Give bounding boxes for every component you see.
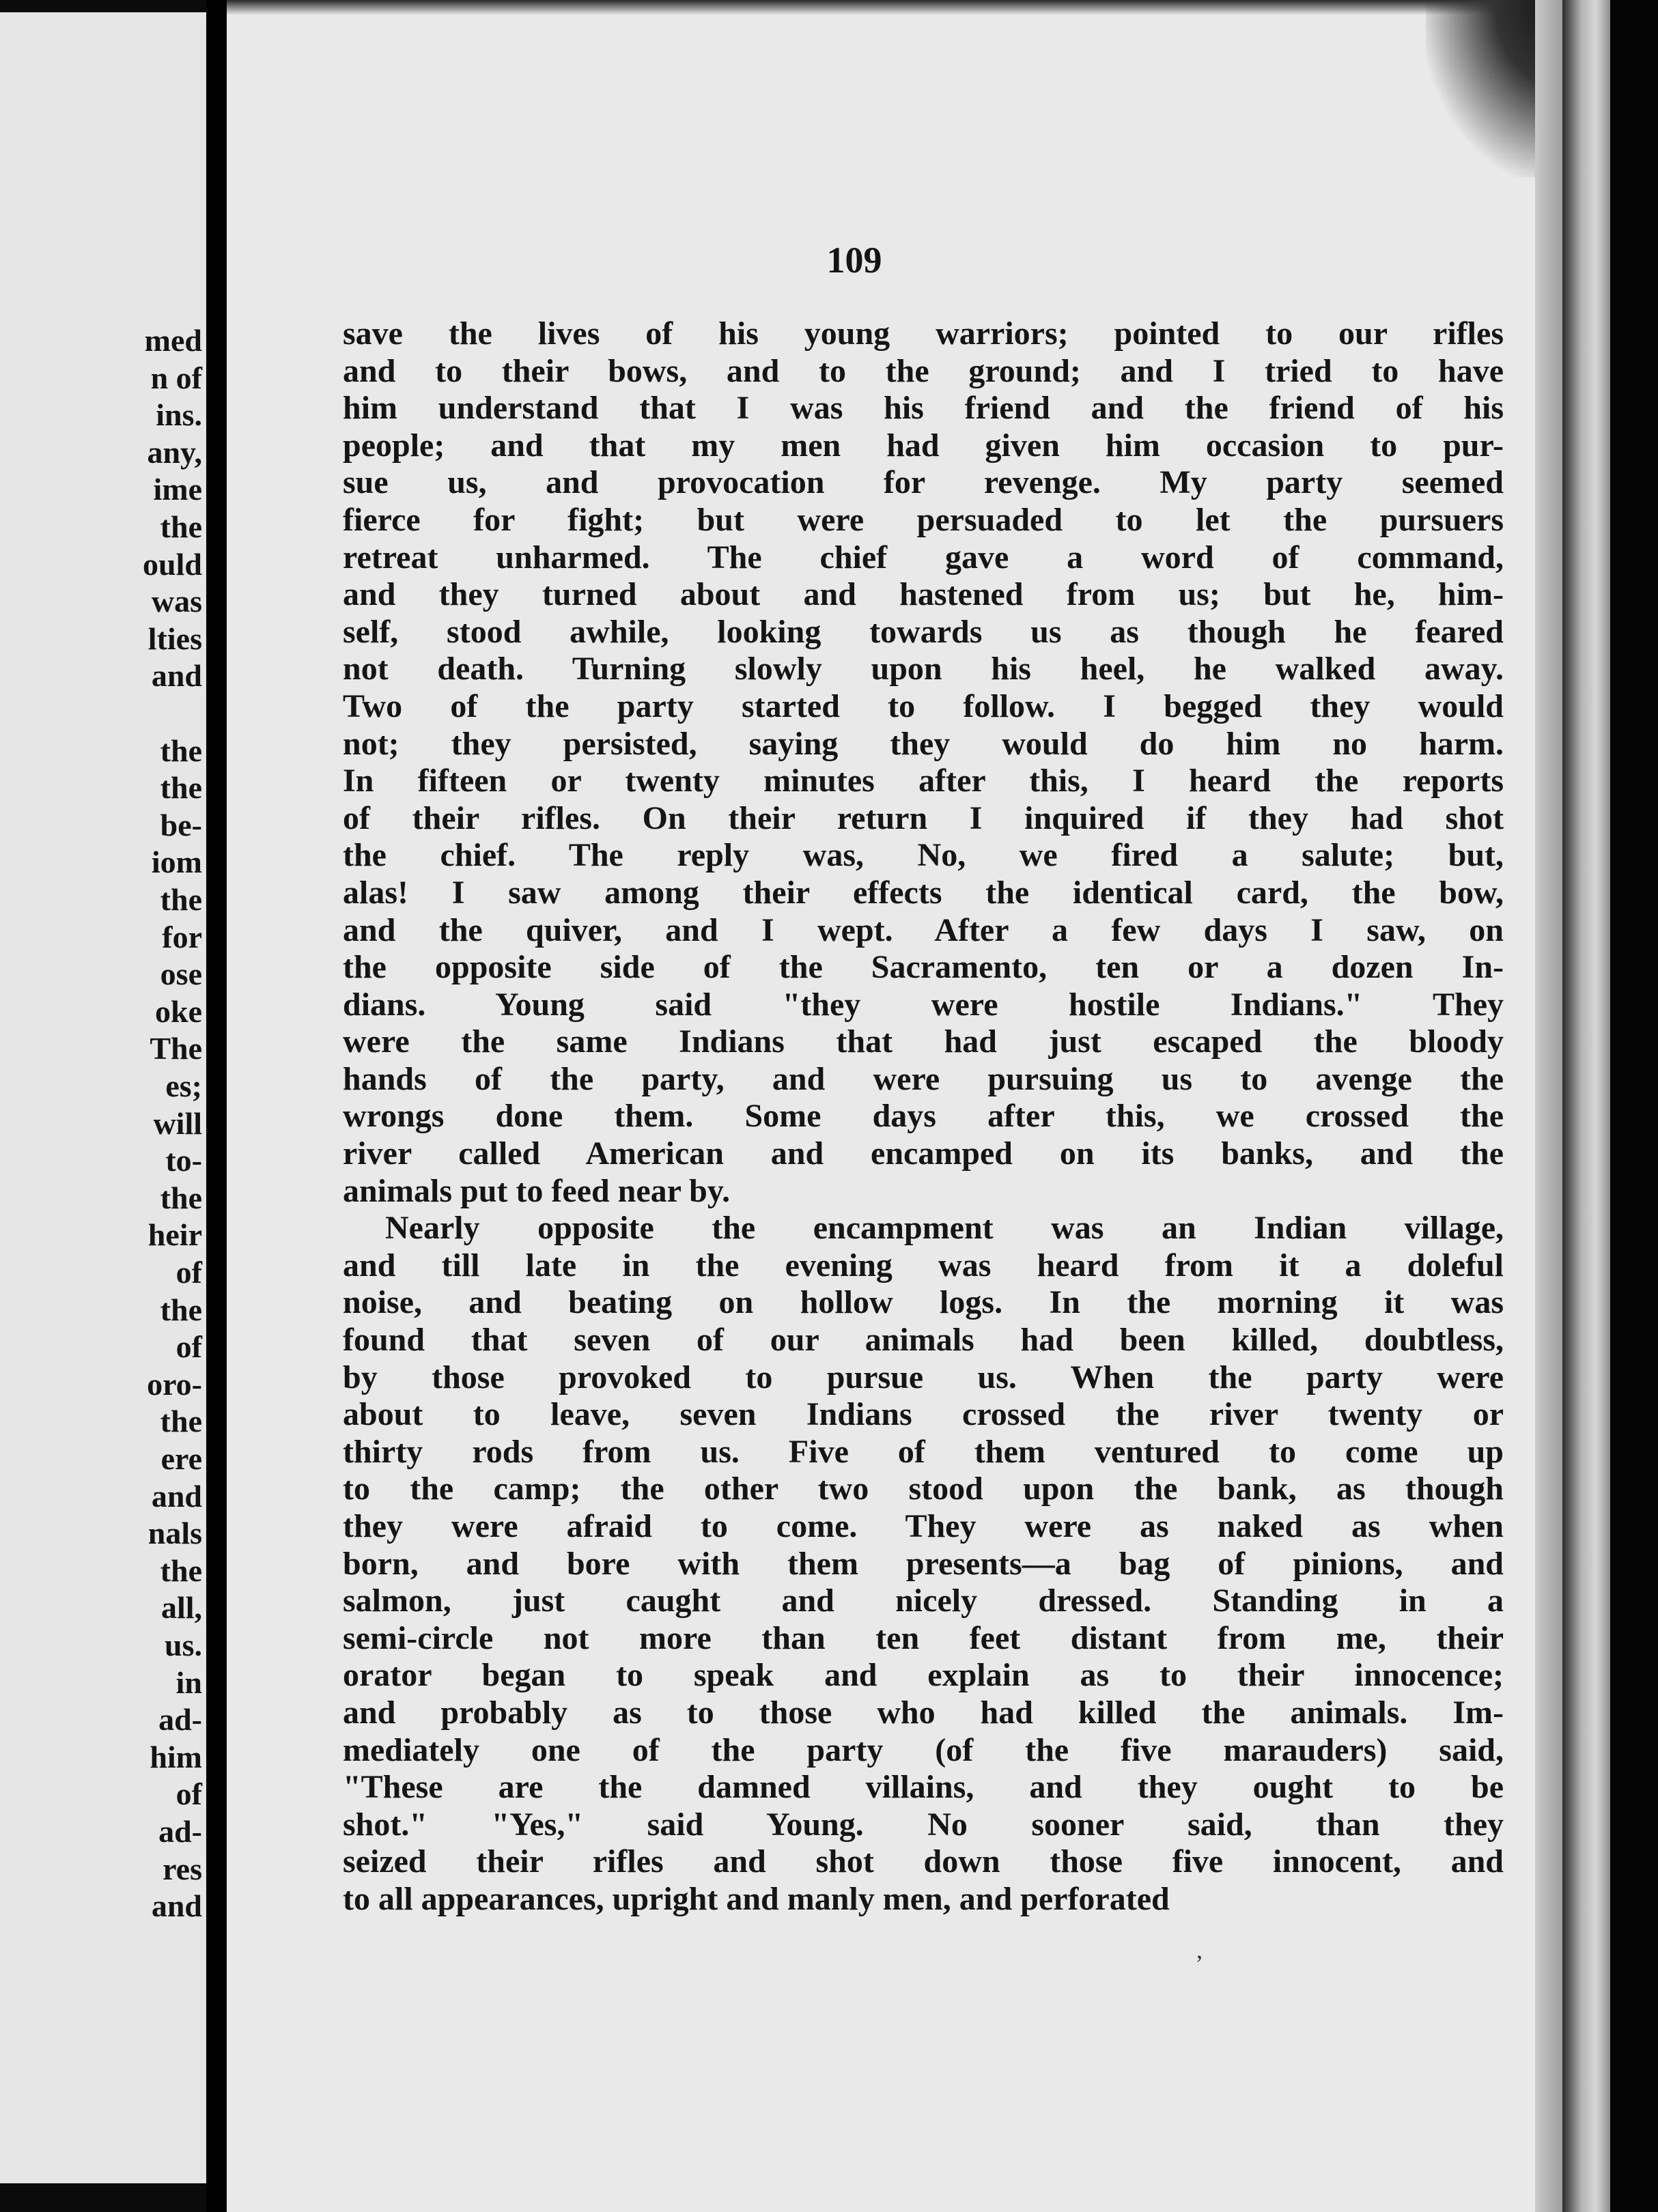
text-line: mediately one of the party (of the five marauders) said, <box>343 1731 1504 1768</box>
facing-page-fragment: ad- <box>158 1814 202 1849</box>
facing-page-fragment: oro- <box>147 1366 202 1402</box>
facing-page-fragment: be- <box>160 807 202 842</box>
facing-page-fragment: the <box>160 509 202 544</box>
facing-page-fragment: oke <box>155 993 202 1029</box>
text-line: Two of the party started to follow. I begged they would <box>343 687 1504 724</box>
facing-page-fragment: the <box>160 1180 202 1215</box>
text-line: the opposite side of the Sacramento, ten or a dozen In- <box>343 949 1504 986</box>
facing-page-fragment: the <box>160 1552 202 1588</box>
facing-page-fragment: will <box>153 1105 202 1141</box>
facing-page-fragment: n of <box>150 360 202 395</box>
facing-page-fragment: ose <box>160 956 202 992</box>
text-line: dians. Young said "they were hostile Indians." They <box>343 986 1504 1023</box>
text-line: sue us, and provocation for revenge. My party seemed <box>343 464 1504 501</box>
facing-page-fragment: of <box>175 1776 202 1812</box>
facing-page-fragment: nals <box>147 1516 202 1551</box>
text-line: animals put to feed near by. <box>343 1172 731 1209</box>
facing-page-fragment: of <box>175 1255 202 1290</box>
text-line: not death. Turning slowly upon his heel, he walked away. <box>343 651 1504 687</box>
text-line: orator began to speak and explain as to their innocence; <box>343 1657 1504 1694</box>
facing-page-fragment: the <box>160 1404 202 1439</box>
text-line: and till late in the evening was heard from it a doleful <box>343 1247 1504 1284</box>
facing-page-fragment: and <box>151 1478 202 1514</box>
facing-page-fragment: him <box>150 1739 202 1774</box>
text-line: to the camp; the other two stood upon the bank, as though <box>343 1471 1504 1507</box>
text-line: seized their rifles and shot down those five innocent, and <box>343 1843 1504 1880</box>
text-line: shot." "Yes," said Young. No sooner said, than they <box>343 1806 1504 1843</box>
facing-page-fragment: the <box>160 882 202 917</box>
facing-page-fragment: to- <box>165 1143 202 1178</box>
text-line: people; and that my men had given him occasion to pur- <box>343 427 1504 464</box>
text-line: and they turned about and hastened from us; but he, him- <box>343 576 1504 613</box>
text-line: born, and bore with them presents—a bag of pinions, and <box>343 1545 1504 1582</box>
text-line: save the lives of his young warriors; pointed to our rifles <box>343 315 1504 352</box>
facing-page-fragment: ins. <box>156 397 202 433</box>
text-line: hands of the party, and were pursuing us to avenge the <box>343 1060 1504 1097</box>
facing-page-fragment: iom <box>151 845 202 880</box>
page-edge <box>1535 0 1562 2212</box>
facing-page-fragment: all, <box>160 1590 202 1626</box>
text-line: river called American and encamped on its banks, and the <box>343 1135 1504 1172</box>
facing-page-fragment: med <box>144 323 202 358</box>
facing-page-fragment: for <box>162 919 202 954</box>
stray-mark: , <box>1196 1936 1203 1963</box>
text-line: In fifteen or twenty minutes after this, I heard the reports <box>343 763 1504 799</box>
facing-page-fragment: lties <box>147 621 202 656</box>
background-edge <box>1610 0 1658 2212</box>
facing-page-fragment: ould <box>143 546 202 582</box>
text-line: to all appearances, upright and manly men, and perforated <box>343 1880 1170 1917</box>
facing-page-fragment: and <box>151 658 202 694</box>
facing-page-left <box>0 12 206 2183</box>
text-line: were the same Indians that had just escaped the bloody <box>343 1023 1504 1060</box>
facing-page-fragment: of <box>175 1329 202 1365</box>
page-body-text <box>343 315 1504 1918</box>
facing-page-fragment: ime <box>153 472 202 507</box>
facing-page-fragment: was <box>151 584 202 619</box>
text-line: Nearly opposite the encampment was an Indian village, <box>385 1210 1504 1247</box>
page-stack-edge <box>1562 0 1610 2212</box>
text-line: "These are the damned villains, and they ought to be <box>343 1769 1504 1806</box>
facing-page-fragment: The <box>150 1031 202 1066</box>
text-line: thirty rods from us. Five of them ventured to come up <box>343 1433 1504 1470</box>
text-line: alas! I saw among their effects the identical card, the bow, <box>343 874 1504 911</box>
text-line: of their rifles. On their return I inquired if they had shot <box>343 799 1504 836</box>
facing-page-fragment: ere <box>160 1441 202 1476</box>
text-line: about to leave, seven Indians crossed the river twenty or <box>343 1396 1504 1433</box>
facing-page-fragment: the <box>160 770 202 806</box>
page-top-shadow <box>227 0 1562 15</box>
text-line: they were afraid to come. They were as naked as when <box>343 1508 1504 1544</box>
facing-page-fragment: heir <box>147 1217 202 1253</box>
text-line: found that seven of our animals had been killed, doubtless, <box>343 1322 1504 1359</box>
facing-page-fragment: the <box>160 1292 202 1327</box>
text-line: not; they persisted, saying they would do him no harm. <box>343 725 1504 762</box>
facing-page-fragment: in <box>175 1664 202 1700</box>
text-line: noise, and beating on hollow logs. In the morning it was <box>343 1284 1504 1321</box>
text-line: him understand that I was his friend and the friend of his <box>343 390 1504 427</box>
text-line: and the quiver, and I wept. After a few days I saw, on <box>343 911 1504 948</box>
text-line: wrongs done them. Some days after this, we crossed the <box>343 1098 1504 1135</box>
text-line: fierce for fight; but were persuaded to let the pursuers <box>343 501 1504 538</box>
text-line: and probably as to those who had killed the animals. Im- <box>343 1694 1504 1731</box>
text-line: retreat unharmed. The chief gave a word of command, <box>343 539 1504 576</box>
text-line: salmon, just caught and nicely dressed. Standing in a <box>343 1583 1504 1619</box>
book-gutter <box>206 0 227 2212</box>
facing-page-fragment: the <box>160 733 202 768</box>
facing-page-fragment: es; <box>165 1068 202 1103</box>
page-number: 109 <box>826 240 882 281</box>
facing-page-fragment: and <box>151 1888 202 1924</box>
text-line: self, stood awhile, looking towards us as though he feared <box>343 613 1504 650</box>
book-page <box>227 0 1562 2212</box>
facing-page-fragment: us. <box>165 1628 202 1662</box>
text-line: semi-circle not more than ten feet distant from me, their <box>343 1619 1504 1656</box>
facing-page-fragment: res <box>163 1851 202 1886</box>
text-line: and to their bows, and to the ground; and I tried to have <box>343 352 1504 389</box>
facing-page-fragment: ad- <box>158 1702 202 1738</box>
text-line: by those provoked to pursue us. When the party were <box>343 1359 1504 1395</box>
facing-page-fragment: any, <box>147 434 202 470</box>
text-line: the chief. The reply was, No, we fired a salute; but, <box>343 837 1504 874</box>
